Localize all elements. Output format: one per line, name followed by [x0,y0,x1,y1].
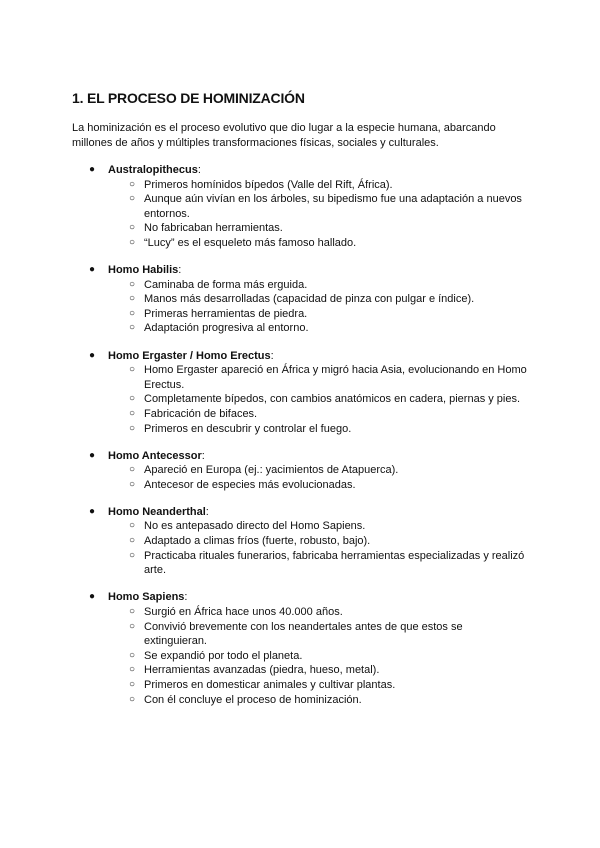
bullet-icon: ● [89,164,96,175]
list-item [72,407,528,422]
list-item [72,363,528,392]
list-item [72,292,528,307]
circle-bullet-icon: ○ [129,535,136,547]
page-title: 1. EL PROCESO DE HOMINIZACIÓN [72,90,305,106]
circle-bullet-icon: ○ [129,678,136,690]
list-item-text: Primeras herramientas de piedra. [144,307,308,320]
list-item-text: Caminaba de forma más erguida. [144,278,308,291]
list-item-text: No es antepasado directo del Homo Sapiens. [144,520,366,533]
list-item-text: Practicaba rituales funerarios, fabricaba herramientas especializadas y realizó arte. [144,549,525,577]
list-item [72,463,528,478]
species-section [72,263,528,336]
species-name: Homo Ergaster / Homo Erectus [108,349,271,362]
species-facts [72,463,528,492]
species-facts [72,278,528,336]
circle-bullet-icon: ○ [129,193,136,205]
circle-bullet-icon: ○ [129,620,136,632]
species-section [72,449,528,493]
list-item [72,478,528,493]
circle-bullet-icon: ○ [129,307,136,319]
bullet-icon: ● [89,449,96,461]
species-heading [72,505,528,520]
list-item-text: Primeros en descubrir y controlar el fuego. [144,422,352,435]
species-name: Homo Neanderthal [108,505,206,518]
list-item-text: No fabricaban herramientas. [144,222,283,235]
intro-paragraph: La hominización es el proceso evolutivo que dio lugar a la especie humana, abarcando millones de años y múltiples transformaciones físicas, sociales y culturales. [72,122,496,149]
species-heading [72,449,528,464]
species-name: Australopithecus [108,164,198,176]
list-item-text: “Lucy” es el esqueleto más famoso hallado. [144,236,357,249]
circle-bullet-icon: ○ [129,364,136,376]
circle-bullet-icon: ○ [129,393,136,405]
list-item-text: Convivió brevemente con los neandertales antes de que estos se extinguieran. [144,620,463,648]
species-section [72,163,528,251]
species-facts [72,605,528,707]
list-item-text: Primeros homínidos bípedos (Valle del Rift, África). [144,178,393,191]
circle-bullet-icon: ○ [129,464,136,476]
circle-bullet-icon: ○ [129,649,136,661]
list-item-text: Primeros en domesticar animales y cultivar plantas. [144,678,396,691]
circle-bullet-icon: ○ [129,605,136,617]
bullet-icon: ● [89,505,96,517]
species-facts [72,363,528,436]
species-heading [72,163,528,178]
list-item-text: Fabricación de bifaces. [144,407,258,420]
list-item-text: Herramientas avanzadas (piedra, hueso, metal). [144,664,380,677]
species-colon: : [197,164,201,176]
species-facts [72,178,528,251]
species-heading [72,349,528,364]
circle-bullet-icon: ○ [129,236,136,248]
list-item [72,649,528,664]
list-item-text: Adaptación progresiva al entorno. [144,322,309,335]
list-item [72,549,528,578]
circle-bullet-icon: ○ [129,664,136,676]
bullet-icon: ● [89,349,96,361]
list-item [72,392,528,407]
list-item-text: Aunque aún vivían en los árboles, su bipedismo fue una adaptación a nuevos entornos. [144,193,522,220]
list-item-text: Completamente bípedos, con cambios anatómicos en cadera, piernas y pies. [144,393,521,406]
circle-bullet-icon: ○ [129,293,136,305]
circle-bullet-icon: ○ [129,520,136,532]
circle-bullet-icon: ○ [129,693,136,705]
list-item [72,221,528,236]
circle-bullet-icon: ○ [129,178,136,190]
circle-bullet-icon: ○ [129,278,136,290]
list-item [72,192,528,221]
species-list [72,163,528,720]
list-item-text: Se expandió por todo el planeta. [144,649,303,662]
species-colon: : [184,591,188,604]
species-facts [72,519,528,577]
list-item-text: Antecesor de especies más evolucionadas. [144,478,356,491]
species-section [72,349,528,437]
circle-bullet-icon: ○ [129,322,136,334]
list-item-text: Apareció en Europa (ej.: yacimientos de Atapuerca). [144,464,399,477]
species-name: Homo Habilis [108,264,179,277]
circle-bullet-icon: ○ [129,422,136,434]
list-item-text: Con él concluye el proceso de hominización. [144,693,362,706]
circle-bullet-icon: ○ [129,407,136,419]
species-colon: : [205,505,209,518]
list-item [72,321,528,336]
list-item [72,278,528,293]
circle-bullet-icon: ○ [129,222,136,234]
list-item [72,236,528,251]
list-item [72,663,528,678]
list-item [72,534,528,549]
list-item [72,307,528,322]
species-name: Homo Antecessor [108,449,202,462]
species-colon: : [178,264,182,277]
list-item-text: Homo Ergaster apareció en África y migró hacia Asia, evolucionando en Homo Erectus. [144,364,527,391]
bullet-icon: ● [89,264,96,276]
species-name: Homo Sapiens [108,591,185,604]
list-item [72,620,528,649]
species-heading [72,263,528,278]
species-section [72,505,528,578]
species-colon: : [201,449,205,462]
list-item [72,678,528,693]
circle-bullet-icon: ○ [129,478,136,490]
list-item [72,605,528,620]
list-item-text: Adaptado a climas fríos (fuerte, robusto, bajo). [144,535,371,548]
list-item [72,693,528,708]
species-heading [72,590,528,605]
circle-bullet-icon: ○ [129,549,136,561]
species-section [72,590,528,707]
bullet-icon: ● [89,591,96,603]
list-item-text: Manos más desarrolladas (capacidad de pinza con pulgar e índice). [144,293,475,306]
list-item [72,519,528,534]
list-item [72,178,528,193]
list-item-text: Surgió en África hace unos 40.000 años. [144,605,343,618]
list-item [72,422,528,437]
species-colon: : [270,349,274,362]
